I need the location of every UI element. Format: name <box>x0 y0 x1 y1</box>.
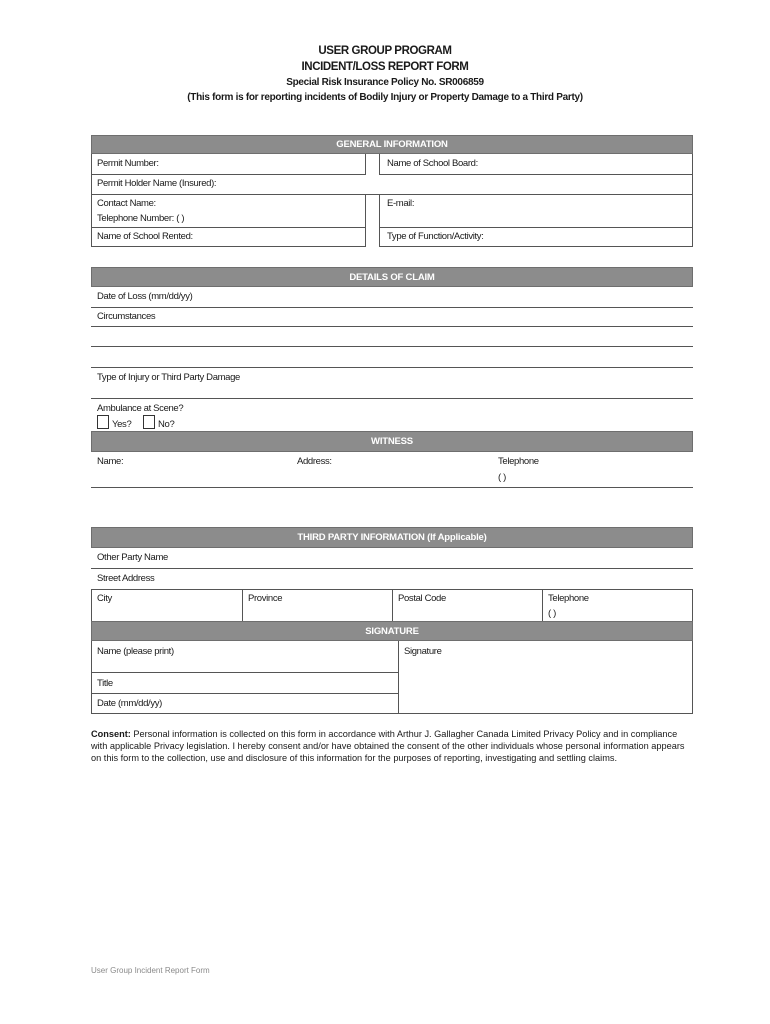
third-party-telephone-field[interactable]: Telephone <box>548 593 589 604</box>
witness-telephone-field[interactable]: Telephone <box>498 456 539 467</box>
witness-address-field[interactable]: Address: <box>297 456 332 467</box>
signature-title-field[interactable]: Title <box>97 678 113 689</box>
ambulance-no-checkbox[interactable] <box>143 415 155 429</box>
witness-header: WITNESS <box>91 431 693 452</box>
ambulance-label: Ambulance at Scene? <box>97 403 184 414</box>
street-address-field[interactable]: Street Address <box>97 573 155 584</box>
general-left-border <box>91 154 92 247</box>
witness-name-field[interactable]: Name: <box>97 456 124 467</box>
witness-telephone-parens: ( ) <box>498 472 506 483</box>
form-title: INCIDENT/LOSS REPORT FORM <box>301 61 469 73</box>
third-party-telephone-parens: ( ) <box>548 608 556 619</box>
injury-type-field[interactable]: Type of Injury or Third Party Damage <box>97 372 240 383</box>
third-party-header: THIRD PARTY INFORMATION (If Applicable) <box>91 527 693 548</box>
other-party-name-field[interactable]: Other Party Name <box>97 552 168 563</box>
general-divider-4 <box>379 194 380 247</box>
circumstances-field[interactable]: Circumstances <box>97 311 156 322</box>
school-board-field[interactable]: Name of School Board: <box>387 158 478 169</box>
ambulance-yes-checkbox[interactable] <box>97 415 109 429</box>
signature-field[interactable]: Signature <box>404 646 442 657</box>
general-divider-3 <box>365 194 366 247</box>
consent-label: Consent: <box>91 729 131 739</box>
general-right-border <box>692 154 693 247</box>
signature-name-field[interactable]: Name (please print) <box>97 646 174 657</box>
general-divider-1 <box>365 154 366 174</box>
policy-number: Special Risk Insurance Policy No. SR006859 <box>286 77 484 88</box>
school-rented-field[interactable]: Name of School Rented: <box>97 231 193 242</box>
general-information-header: GENERAL INFORMATION <box>91 135 693 154</box>
signature-date-field[interactable]: Date (mm/dd/yy) <box>97 698 162 709</box>
form-purpose: (This form is for reporting incidents of Bodily Injury or Property Damage to a Third Party) <box>187 92 583 103</box>
contact-name-field[interactable]: Contact Name: <box>97 198 156 209</box>
ambulance-yes-label: Yes? <box>112 419 132 430</box>
permit-number-field[interactable]: Permit Number: <box>97 158 159 169</box>
permit-holder-field[interactable]: Permit Holder Name (Insured): <box>97 178 217 189</box>
consent-text: Personal information is collected on this form in accordance with Arthur J. Gallagher Canada Limited Privacy Policy and in compliance with applicable Privacy legislation. I hereby consent and/or have obtained the consent of the other individuals whose personal information appears on this form to the collection, use and disclosure of this information for the purposes of reporting, investigating and settling claims. <box>91 729 685 764</box>
details-of-claim-header: DETAILS OF CLAIM <box>91 267 693 287</box>
postal-code-field[interactable]: Postal Code <box>398 593 446 604</box>
form-program-title: USER GROUP PROGRAM <box>318 45 452 57</box>
province-field[interactable]: Province <box>248 593 283 604</box>
city-field[interactable]: City <box>97 593 112 604</box>
function-type-field[interactable]: Type of Function/Activity: <box>387 231 484 242</box>
general-divider-2 <box>379 154 380 174</box>
telephone-field[interactable]: Telephone Number: ( ) <box>97 213 185 224</box>
ambulance-no-label: No? <box>158 419 175 430</box>
date-of-loss-field[interactable]: Date of Loss (mm/dd/yy) <box>97 291 193 302</box>
page-footer: User Group Incident Report Form <box>91 966 210 975</box>
signature-header: SIGNATURE <box>91 621 693 641</box>
consent-paragraph <box>91 728 691 765</box>
email-field[interactable]: E-mail: <box>387 198 415 209</box>
